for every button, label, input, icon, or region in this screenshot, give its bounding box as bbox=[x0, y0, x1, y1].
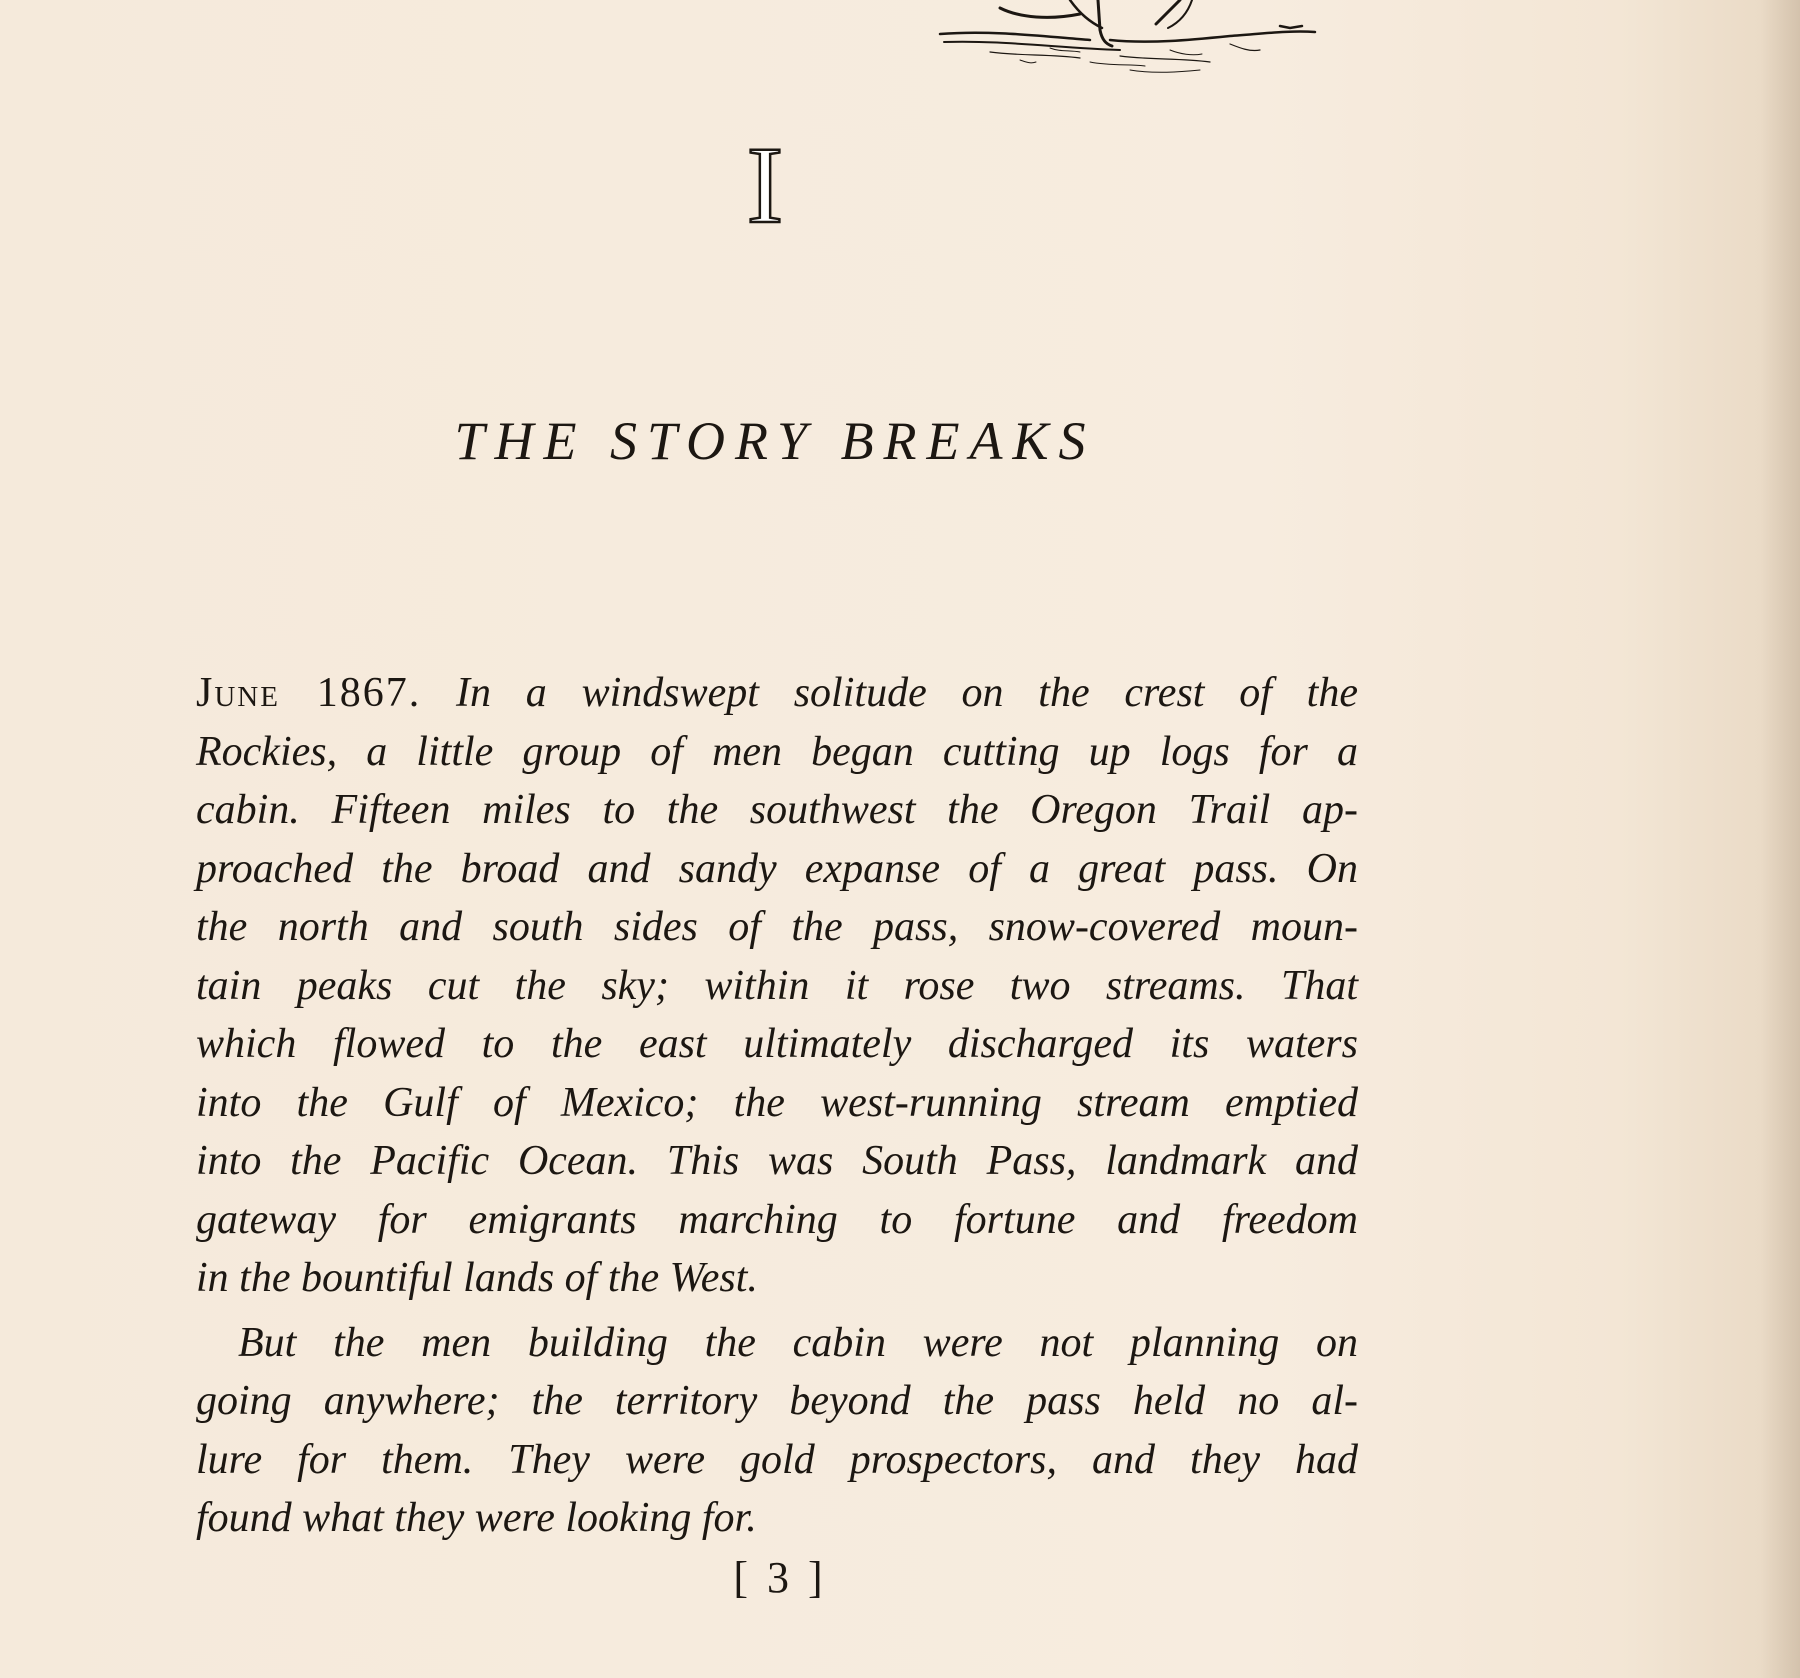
text-line: lure for them. They were gold prospectors, and they had bbox=[196, 1436, 1358, 1483]
text-line: into the Pacific Ocean. This was South Pass, landmark and bbox=[196, 1138, 1358, 1184]
text-line: But the men building the cabin were not planning on bbox=[238, 1319, 1358, 1366]
text-line: which flowed to the east ultimately discharged its waters bbox=[196, 1021, 1358, 1067]
paragraph bbox=[196, 664, 1358, 1308]
text-line: Rockies, a little group of men began cutting up logs for a bbox=[196, 728, 1358, 775]
text-line: cabin. Fifteen miles to the southwest the Oregon Trail ap- bbox=[196, 787, 1358, 833]
page-number: [ 3 ] bbox=[733, 1553, 827, 1602]
page-edge-shadow bbox=[1760, 0, 1800, 1678]
text-line: the north and south sides of the pass, snow-covered moun- bbox=[196, 904, 1358, 950]
date-lead: June 1867. bbox=[196, 670, 422, 716]
chapter-numeral: I bbox=[746, 124, 784, 246]
text-line: June 1867. In a windswept solitude on the crest of the bbox=[196, 670, 1358, 716]
text-line: tain peaks cut the sky; within it rose two streams. That bbox=[196, 962, 1358, 1009]
text-line: into the Gulf of Mexico; the west-running stream emptied bbox=[196, 1079, 1358, 1126]
text-line: gateway for emigrants marching to fortune and freedom bbox=[196, 1196, 1358, 1243]
chapter-title: THE STORY BREAKS bbox=[454, 411, 1096, 471]
chapter-body bbox=[196, 664, 1358, 1548]
text-line: going anywhere; the territory beyond the pass held no al- bbox=[196, 1378, 1358, 1424]
text-line: in the bountiful lands of the West. bbox=[196, 1255, 758, 1301]
text-line: proached the broad and sandy expanse of a great pass. On bbox=[196, 845, 1358, 892]
paragraph bbox=[196, 1314, 1358, 1548]
text-line: found what they were looking for. bbox=[196, 1495, 757, 1541]
ink-sketch-illustration bbox=[930, 0, 1330, 90]
